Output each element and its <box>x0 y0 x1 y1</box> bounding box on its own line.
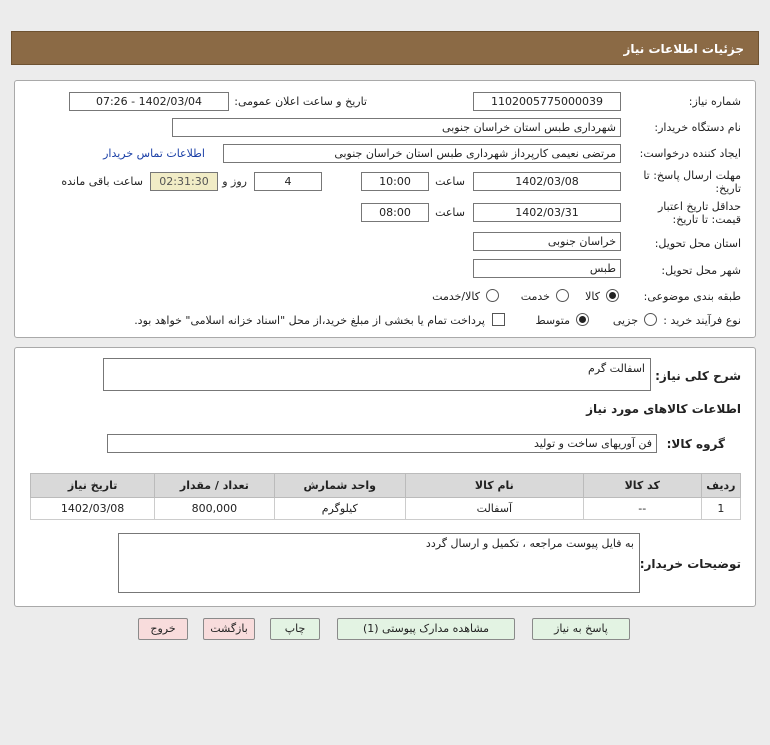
category-option-goods-service: کالا/خدمت <box>432 290 480 303</box>
cell-row-no: 1 <box>701 498 740 520</box>
col-quantity: تعداد / مقدار <box>155 474 274 498</box>
col-row-no: ردیف <box>701 474 740 498</box>
process-option-minor: جزیی <box>612 314 638 327</box>
validity-time-label: ساعت <box>435 206 465 219</box>
deadline-time-label: ساعت <box>435 175 465 188</box>
treasury-payment-checkbox[interactable] <box>492 313 505 326</box>
summary-label: شرح کلی نیاز: <box>655 369 741 383</box>
cell-goods-name: آسفالت <box>405 498 583 520</box>
days-label: روز و <box>222 175 247 188</box>
buyer-notes-label: توضیحات خریدار: <box>639 557 741 571</box>
validity-label: حداقل تاریخ اعتبار <box>657 200 741 213</box>
buyer-contact-link[interactable]: اطلاعات تماس خریدار <box>103 147 205 160</box>
goods-table <box>30 473 741 520</box>
creator-field: مرتضی نعیمی کارپرداز شهرداری طبس استان خراسان جنوبی <box>223 144 621 163</box>
cell-unit: کیلوگرم <box>274 498 405 520</box>
need-info-panel <box>14 80 756 338</box>
goods-table-header <box>31 474 741 498</box>
summary-field: اسفالت گرم <box>103 358 651 391</box>
page-title: جزئیات اطلاعات نیاز <box>623 42 744 56</box>
col-goods-name: نام کالا <box>405 474 583 498</box>
category-radio-goods[interactable] <box>606 289 619 302</box>
category-label: طبقه بندی موضوعی: <box>643 290 741 303</box>
process-option-medium: متوسط <box>535 314 570 327</box>
validity-label-2: قیمت: تا تاریخ: <box>672 213 741 226</box>
process-radio-medium[interactable] <box>576 313 589 326</box>
category-radio-service[interactable] <box>556 289 569 302</box>
cell-goods-code: -- <box>583 498 701 520</box>
deadline-label-2: تاریخ: <box>715 182 741 195</box>
back-button[interactable]: بازگشت <box>203 618 255 640</box>
treasury-payment-note: پرداخت تمام یا بخشی از مبلغ خرید،از محل "اسناد خزانه اسلامی" خواهد بود. <box>134 314 485 327</box>
deadline-date-field: 1402/03/08 <box>473 172 621 191</box>
buyer-notes-field: به فایل پیوست مراجعه ، تکمیل و ارسال گردد <box>118 533 640 593</box>
process-radio-minor[interactable] <box>644 313 657 326</box>
need-details-panel <box>14 347 756 607</box>
remaining-time-field: 02:31:30 <box>150 172 218 191</box>
col-unit: واحد شمارش <box>274 474 405 498</box>
city-field: طبس <box>473 259 621 278</box>
announce-date-label: تاریخ و ساعت اعلان عمومی: <box>234 95 367 108</box>
creator-label: ایجاد کننده درخواست: <box>639 147 741 160</box>
col-goods-code: کد کالا <box>583 474 701 498</box>
validity-date-field: 1402/03/31 <box>473 203 621 222</box>
days-remaining-field: 4 <box>254 172 322 191</box>
need-number-field: 1102005775000039 <box>473 92 621 111</box>
announce-date-field: 1402/03/04 - 07:26 <box>69 92 229 111</box>
remaining-time-label: ساعت باقی مانده <box>61 175 143 188</box>
province-label: استان محل تحویل: <box>654 237 741 250</box>
process-type-label: نوع فرآیند خرید : <box>663 314 741 327</box>
cell-quantity: 800,000 <box>155 498 274 520</box>
page-header <box>11 31 759 65</box>
reply-button[interactable]: پاسخ به نیاز <box>532 618 630 640</box>
category-option-goods: کالا <box>585 290 600 303</box>
col-need-date: تاریخ نیاز <box>31 474 155 498</box>
validity-time-field: 08:00 <box>361 203 429 222</box>
deadline-label: مهلت ارسال پاسخ: تا <box>643 169 741 182</box>
buyer-org-label: نام دستگاه خریدار: <box>654 121 741 134</box>
goods-info-title: اطلاعات کالاهای مورد نیاز <box>586 402 741 416</box>
category-option-service: خدمت <box>520 290 550 303</box>
exit-button[interactable]: خروج <box>138 618 188 640</box>
cell-need-date: 1402/03/08 <box>31 498 155 520</box>
print-button[interactable]: چاپ <box>270 618 320 640</box>
view-attachments-button[interactable]: مشاهده مدارک پیوستی (1) <box>337 618 515 640</box>
goods-group-label: گروه کالا: <box>666 437 725 451</box>
need-number-label: شماره نیاز: <box>688 95 741 108</box>
city-label: شهر محل تحویل: <box>661 264 741 277</box>
province-field: خراسان جنوبی <box>473 232 621 251</box>
buyer-org-field: شهرداری طبس استان خراسان جنوبی <box>172 118 621 137</box>
category-radio-goods-service[interactable] <box>486 289 499 302</box>
table-row <box>31 498 741 520</box>
goods-group-field: فن آوریهای ساخت و تولید <box>107 434 657 453</box>
deadline-time-field: 10:00 <box>361 172 429 191</box>
